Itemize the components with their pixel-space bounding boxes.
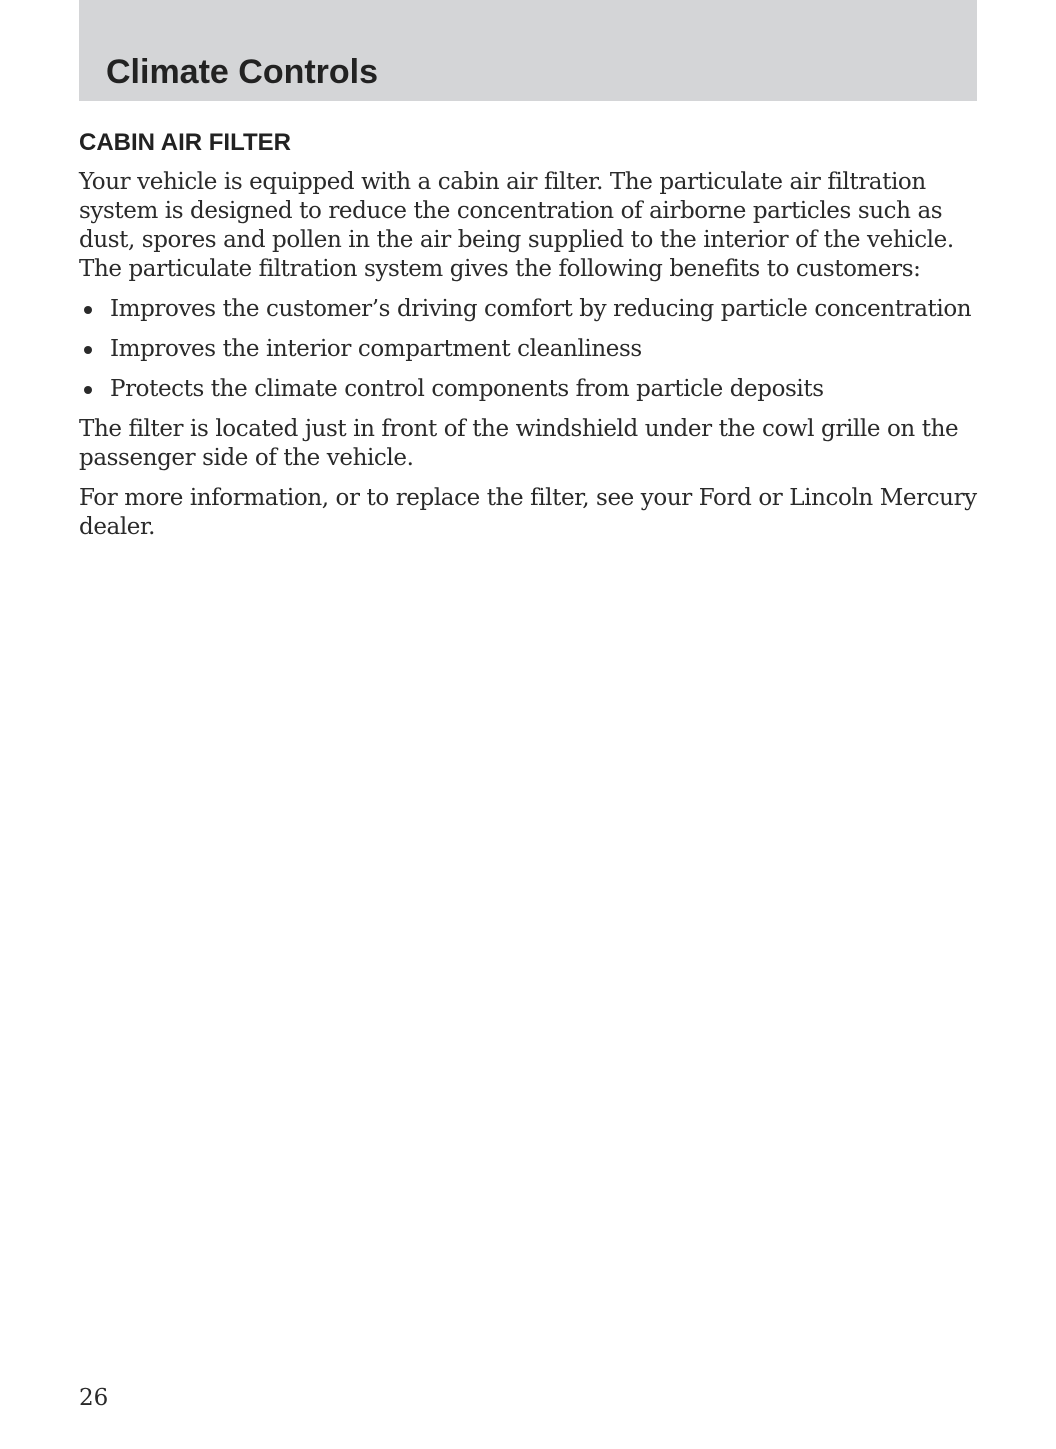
intro-paragraph: Your vehicle is equipped with a cabin air filter. The particulate air filtration system is designed to reduce the concentration of airborne particles such as dust, spores and pollen in the air being supplied to the interior of the vehicle. The particulate filtration system gives the following benefits to customers: bbox=[79, 169, 954, 282]
location-paragraph: The filter is located just in front of the windshield under the cowl grille on the passenger side of the vehicle. bbox=[79, 416, 959, 471]
chapter-title: Climate Controls bbox=[106, 53, 379, 91]
more-info-paragraph: For more information, or to replace the filter, see your Ford or Lincoln Mercury dealer. bbox=[79, 485, 977, 540]
bullet-icon bbox=[84, 386, 92, 394]
bullet-icon bbox=[84, 346, 92, 354]
section-heading: CABIN AIR FILTER bbox=[79, 129, 291, 156]
page-number: 26 bbox=[79, 1385, 109, 1411]
bullet-icon bbox=[84, 306, 92, 314]
list-item-text: Improves the customer’s driving comfort by reducing particle concentration bbox=[110, 296, 972, 322]
benefits-list bbox=[79, 295, 977, 404]
chapter-header bbox=[79, 0, 977, 101]
list-item-text: Improves the interior compartment cleanliness bbox=[110, 336, 642, 362]
list-item bbox=[79, 335, 977, 364]
list-item bbox=[79, 375, 977, 404]
list-item-text: Protects the climate control components from particle deposits bbox=[110, 376, 824, 402]
list-item bbox=[79, 295, 977, 324]
page-content bbox=[79, 127, 977, 542]
